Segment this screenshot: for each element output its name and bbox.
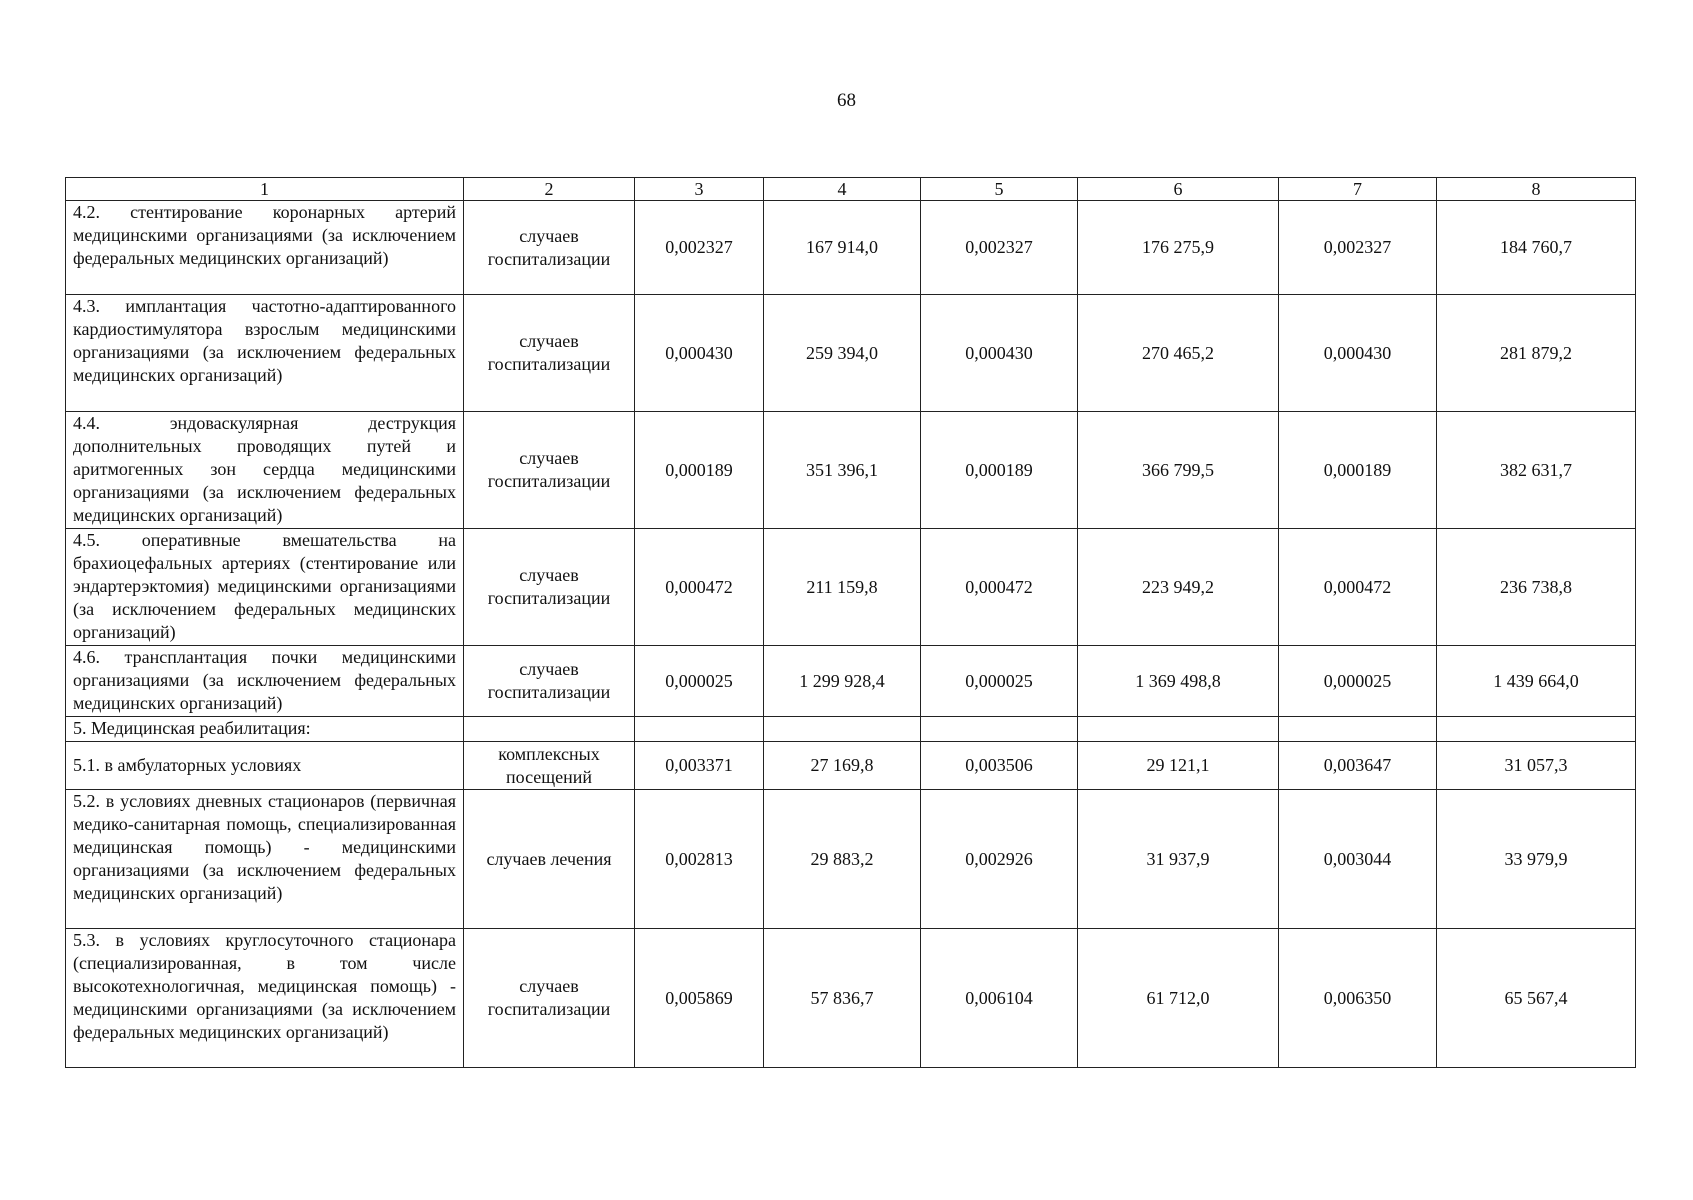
table-cell: 0,000472 <box>1279 529 1437 646</box>
table-row <box>66 790 1636 929</box>
column-header: 1 <box>66 178 464 201</box>
row-description: 5.1. в амбулаторных условиях <box>66 742 464 790</box>
table-cell <box>764 717 921 742</box>
table-cell <box>1279 717 1437 742</box>
row-unit: случаев госпитализации <box>464 295 635 412</box>
row-unit: комплексных посещений <box>464 742 635 790</box>
table-cell: 0,006350 <box>1279 929 1437 1068</box>
table-cell: 0,000025 <box>635 646 764 717</box>
table-cell: 0,000025 <box>1279 646 1437 717</box>
table-cell: 0,003506 <box>921 742 1078 790</box>
row-description: 4.6. трансплантация почки медицинскими организациями (за исключением федеральных медицинских организаций) <box>66 646 464 717</box>
column-header: 4 <box>764 178 921 201</box>
table-cell: 236 738,8 <box>1437 529 1636 646</box>
table-cell: 0,003371 <box>635 742 764 790</box>
row-description: 4.5. оперативные вмешательства на брахиоцефальных артериях (стентирование или эндартерэктомия) медицинскими организациями (за исключением федеральных медицинских организаций) <box>66 529 464 646</box>
table-cell: 57 836,7 <box>764 929 921 1068</box>
table-cell: 0,002813 <box>635 790 764 929</box>
table-cell: 351 396,1 <box>764 412 921 529</box>
table-cell: 29 883,2 <box>764 790 921 929</box>
table-cell: 0,002327 <box>635 201 764 295</box>
table-cell: 184 760,7 <box>1437 201 1636 295</box>
table-cell: 0,000472 <box>921 529 1078 646</box>
table-cell: 382 631,7 <box>1437 412 1636 529</box>
column-header: 7 <box>1279 178 1437 201</box>
section-title: 5. Медицинская реабилитация: <box>66 717 464 742</box>
table-row <box>66 929 1636 1068</box>
row-unit: случаев госпитализации <box>464 201 635 295</box>
table-cell <box>921 717 1078 742</box>
table-cell: 167 914,0 <box>764 201 921 295</box>
table-cell: 0,006104 <box>921 929 1078 1068</box>
column-header: 5 <box>921 178 1078 201</box>
table-cell: 270 465,2 <box>1078 295 1279 412</box>
table-cell: 0,000189 <box>635 412 764 529</box>
table-cell <box>635 717 764 742</box>
table-cell: 211 159,8 <box>764 529 921 646</box>
row-unit: случаев госпитализации <box>464 412 635 529</box>
table-cell: 366 799,5 <box>1078 412 1279 529</box>
table-cell: 1 299 928,4 <box>764 646 921 717</box>
table-cell: 0,000430 <box>1279 295 1437 412</box>
table-cell <box>1437 717 1636 742</box>
table-cell: 259 394,0 <box>764 295 921 412</box>
row-unit: случаев госпитализации <box>464 529 635 646</box>
table-cell: 65 567,4 <box>1437 929 1636 1068</box>
table-row <box>66 295 1636 412</box>
table-cell: 223 949,2 <box>1078 529 1279 646</box>
row-description: 4.2. стентирование коронарных артерий медицинскими организациями (за исключением федеральных медицинских организаций) <box>66 201 464 295</box>
column-header: 6 <box>1078 178 1279 201</box>
table-row <box>66 412 1636 529</box>
table-cell: 0,003647 <box>1279 742 1437 790</box>
row-description: 5.3. в условиях круглосуточного стационара (специализированная, в том числе высокотехнологичная, медицинская помощь) - медицинскими организациями (за исключением федеральных медицинских организаций) <box>66 929 464 1068</box>
row-unit: случаев госпитализации <box>464 646 635 717</box>
table-cell: 1 369 498,8 <box>1078 646 1279 717</box>
table-cell: 0,003044 <box>1279 790 1437 929</box>
section-row <box>66 717 1636 742</box>
table-row <box>66 529 1636 646</box>
table-row <box>66 646 1636 717</box>
table-cell: 0,002327 <box>921 201 1078 295</box>
column-header: 8 <box>1437 178 1636 201</box>
table-cell <box>1078 717 1279 742</box>
table-cell: 0,000430 <box>635 295 764 412</box>
table-cell: 0,005869 <box>635 929 764 1068</box>
row-description: 5.2. в условиях дневных стационаров (первичная медико-санитарная помощь, специализированная медицинская помощь) - медицинскими организациями (за исключением федеральных медицинских организаций) <box>66 790 464 929</box>
table-row <box>66 742 1636 790</box>
column-number-row <box>66 178 1636 201</box>
column-header: 3 <box>635 178 764 201</box>
table-cell: 33 979,9 <box>1437 790 1636 929</box>
table-cell: 31 937,9 <box>1078 790 1279 929</box>
table-row <box>66 201 1636 295</box>
table-cell: 0,002926 <box>921 790 1078 929</box>
table-cell: 0,000189 <box>921 412 1078 529</box>
table-cell: 0,000189 <box>1279 412 1437 529</box>
row-unit: случаев лечения <box>464 790 635 929</box>
row-description: 4.4. эндоваскулярная деструкция дополнительных проводящих путей и аритмогенных зон сердца медицинскими организациями (за исключением федеральных медицинских организаций) <box>66 412 464 529</box>
table-cell: 31 057,3 <box>1437 742 1636 790</box>
table-cell: 176 275,9 <box>1078 201 1279 295</box>
column-header: 2 <box>464 178 635 201</box>
row-unit <box>464 717 635 742</box>
table-cell: 29 121,1 <box>1078 742 1279 790</box>
table-cell: 0,000430 <box>921 295 1078 412</box>
table-cell: 281 879,2 <box>1437 295 1636 412</box>
table-cell: 0,000472 <box>635 529 764 646</box>
page-number: 68 <box>837 90 856 111</box>
table-cell: 61 712,0 <box>1078 929 1279 1068</box>
table-cell: 0,000025 <box>921 646 1078 717</box>
table-cell: 0,002327 <box>1279 201 1437 295</box>
table-cell: 27 169,8 <box>764 742 921 790</box>
data-table <box>65 177 1636 1068</box>
table-cell: 1 439 664,0 <box>1437 646 1636 717</box>
row-description: 4.3. имплантация частотно-адаптированного кардиостимулятора взрослым медицинскими организациями (за исключением федеральных медицинских организаций) <box>66 295 464 412</box>
row-unit: случаев госпитализации <box>464 929 635 1068</box>
